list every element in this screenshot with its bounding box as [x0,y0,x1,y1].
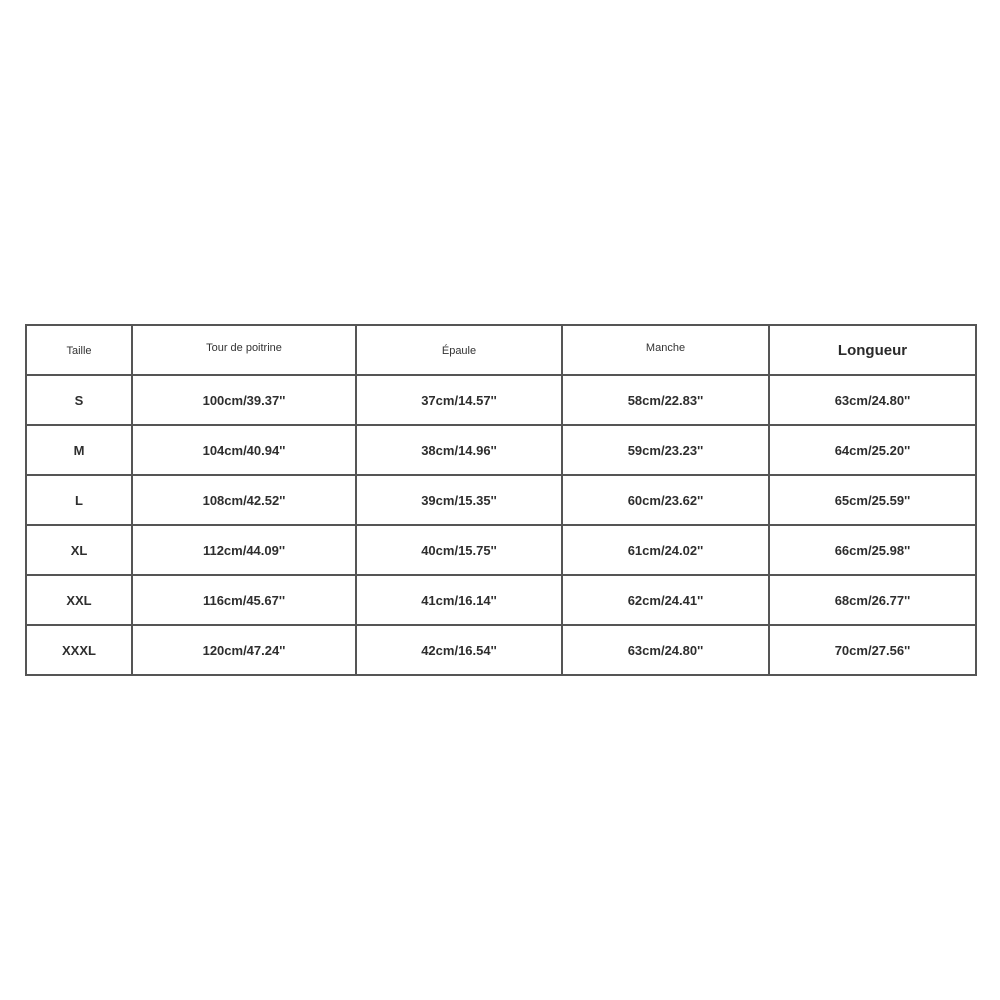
header-sleeve [562,325,769,375]
cell-sleeve: 60cm/23.62'' [562,475,769,525]
cell-size: L [26,475,132,525]
cell-size: S [26,375,132,425]
header-chest [132,325,356,375]
cell-length: 65cm/25.59'' [769,475,976,525]
header-size [26,325,132,375]
cell-shoulder: 37cm/14.57'' [356,375,562,425]
table-row [26,625,976,675]
cell-size: M [26,425,132,475]
cell-chest: 120cm/47.24'' [132,625,356,675]
cell-chest: 104cm/40.94'' [132,425,356,475]
cell-sleeve: 62cm/24.41'' [562,575,769,625]
cell-sleeve: 63cm/24.80'' [562,625,769,675]
cell-size: XL [26,525,132,575]
cell-length: 68cm/26.77'' [769,575,976,625]
table-row [26,425,976,475]
cell-chest: 116cm/45.67'' [132,575,356,625]
header-size-label: Taille [66,345,92,357]
cell-length: 64cm/25.20'' [769,425,976,475]
cell-chest: 112cm/44.09'' [132,525,356,575]
header-sleeve-label: Manche [645,342,686,354]
cell-shoulder: 40cm/15.75'' [356,525,562,575]
header-shoulder-label: Épaule [441,345,477,357]
table-row [26,575,976,625]
cell-shoulder: 39cm/15.35'' [356,475,562,525]
header-shoulder [356,325,562,375]
cell-sleeve: 61cm/24.02'' [562,525,769,575]
cell-length: 63cm/24.80'' [769,375,976,425]
cell-shoulder: 41cm/16.14'' [356,575,562,625]
size-chart-table [25,324,977,676]
cell-shoulder: 38cm/14.96'' [356,425,562,475]
header-row [26,325,976,375]
cell-chest: 100cm/39.37'' [132,375,356,425]
table-row [26,475,976,525]
table-row [26,525,976,575]
cell-sleeve: 59cm/23.23'' [562,425,769,475]
header-chest-label: Tour de poitrine [206,342,282,354]
header-length-label: Longueur [837,341,908,359]
header-length [769,325,976,375]
cell-shoulder: 42cm/16.54'' [356,625,562,675]
cell-sleeve: 58cm/22.83'' [562,375,769,425]
cell-chest: 108cm/42.52'' [132,475,356,525]
cell-size: XXL [26,575,132,625]
cell-length: 70cm/27.56'' [769,625,976,675]
cell-size: XXXL [26,625,132,675]
table-row [26,375,976,425]
cell-length: 66cm/25.98'' [769,525,976,575]
